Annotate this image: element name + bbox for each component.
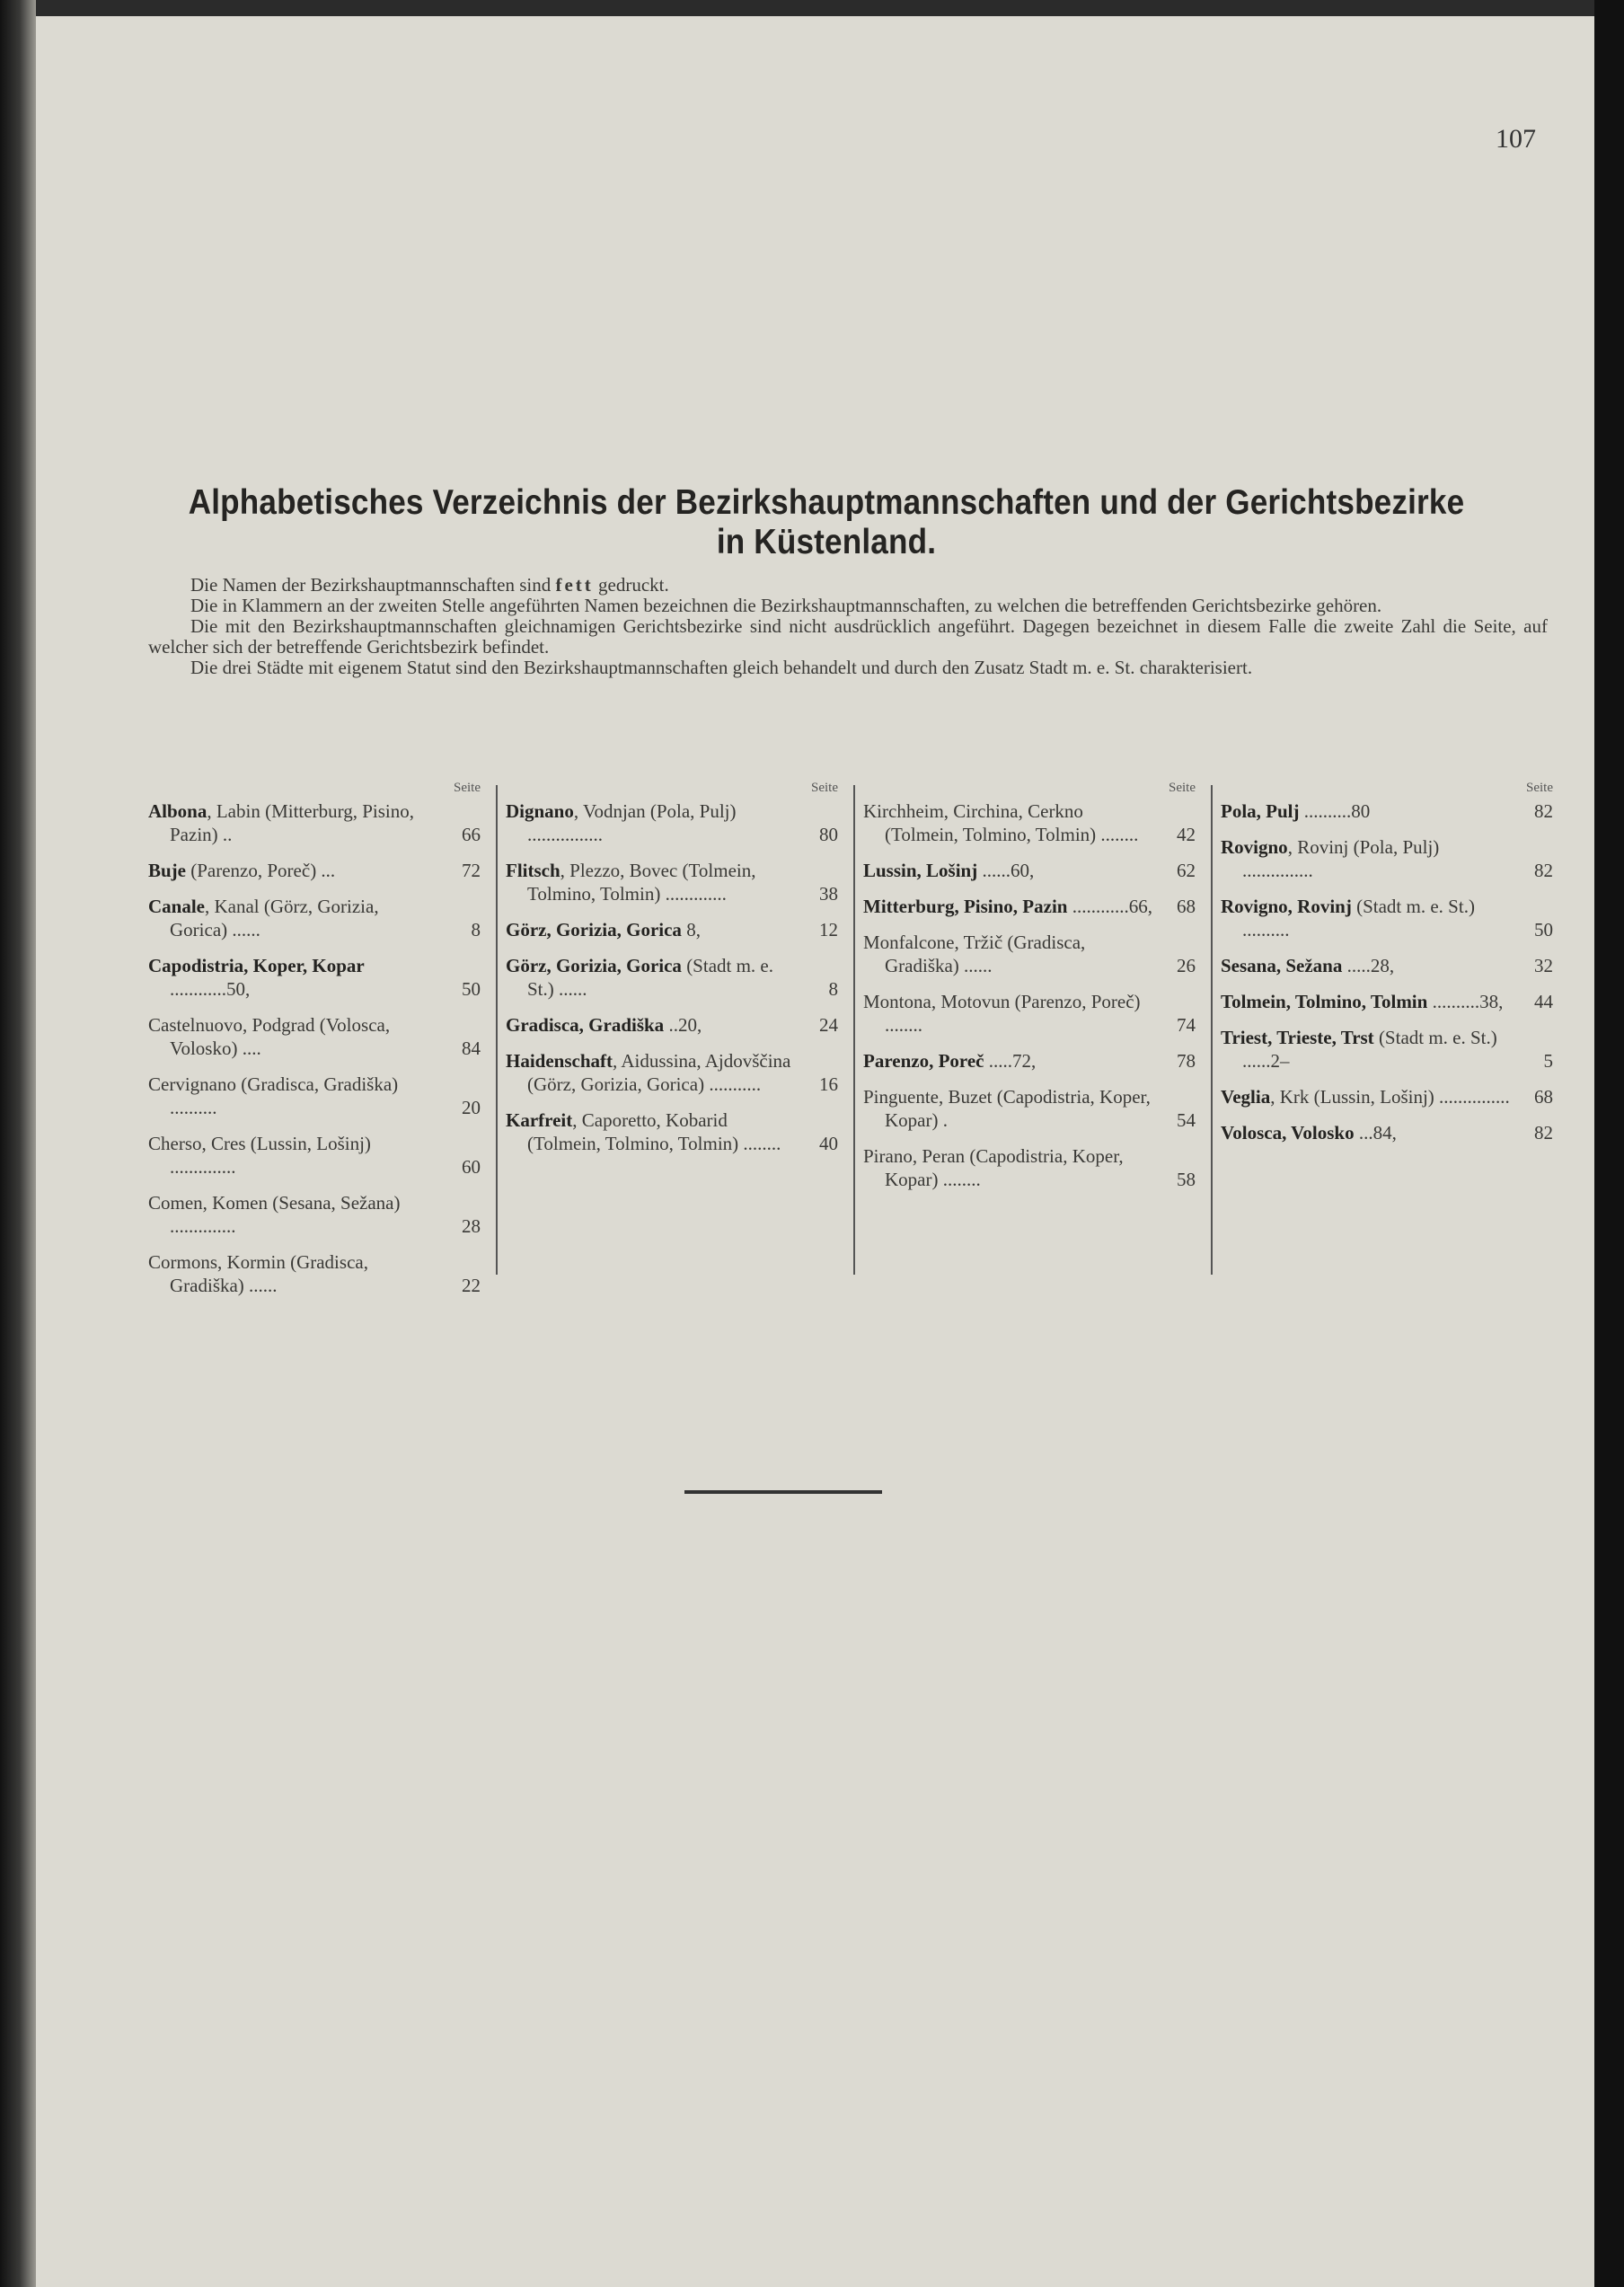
page-title: Alphabetisches Verzeichnis der Bezirkshauptmannschaften und der Gerichtsbezirke in Küstenland. [188,483,1465,561]
entry-page: 16 [819,1073,838,1095]
entry-text [148,954,437,1001]
entry-text [506,918,795,941]
entry-text [148,895,437,941]
entry-rest: .....72, [984,1050,1037,1072]
entry-page: 66 [462,824,481,845]
index-entry [148,1073,481,1119]
entry-text [506,799,795,846]
entry-rest: Cherso, Cres (Lussin, Lošinj) .............. [148,1133,371,1178]
entry-text [148,859,437,882]
entry-page: 32 [1534,955,1553,976]
entry-text [1221,835,1510,882]
entry-rest: ..20, [664,1014,702,1036]
entry-text [506,859,795,905]
index-entry [1221,1121,1553,1144]
index-entry [1221,835,1553,882]
index-columns [148,776,1553,1296]
entry-bold-name: Gradisca, Gradiška [506,1014,665,1036]
entry-rest: , Vodnjan (Pola, Pulj) ................ [527,800,737,845]
index-entry [506,1013,838,1037]
entry-bold-name: Tolmein, Tolmino, Tolmin [1221,991,1428,1012]
entry-bold-name: Sesana, Sežana [1221,955,1343,976]
index-entry [506,799,838,846]
index-entry [863,1085,1196,1132]
entry-page: 82 [1534,860,1553,881]
column-divider [853,785,855,1275]
index-entry [1221,1085,1553,1108]
entry-text [1221,990,1510,1013]
entry-page: 54 [1177,1109,1196,1131]
index-entry [148,1013,481,1060]
entry-text [148,1013,437,1060]
entry-page: 44 [1534,991,1553,1012]
entry-text [1221,799,1510,823]
entry-rest: Kirchheim, Circhina, Cerkno (Tolmein, Tolmino, Tolmin) ........ [863,800,1139,845]
entry-page: 68 [1534,1086,1553,1108]
column-divider [1211,785,1213,1275]
entry-text [148,1073,437,1119]
index-entry [1221,799,1553,823]
index-entry [506,1049,838,1096]
index-column-2 [506,776,838,1168]
column-divider [496,785,498,1275]
entry-bold-name: Görz, Gorizia, Gorica [506,955,682,976]
entry-bold-name: Dignano [506,800,574,822]
entry-page: 40 [819,1133,838,1154]
entry-rest: , Krk (Lussin, Lošinj) ............... [1270,1086,1510,1108]
index-entry [863,895,1196,918]
seite-header: Seite [454,781,481,795]
entry-text [863,931,1152,977]
entry-rest: Monfalcone, Tržič (Gradisca, Gradiška) ...... [863,932,1086,976]
entry-rest: (Stadt m. e. St.) .......... [1242,896,1475,940]
index-entry [148,1250,481,1297]
index-entry [1221,990,1553,1013]
entry-page: 78 [1177,1050,1196,1072]
entry-bold-name: Pola, Pulj [1221,800,1300,822]
entry-text [148,1132,437,1179]
entry-page: 82 [1534,800,1553,822]
entry-page: 5 [1543,1050,1553,1072]
entry-text [1221,1026,1510,1073]
entry-page: 42 [1177,824,1196,845]
entry-text [506,1049,795,1096]
entry-page: 38 [819,883,838,905]
entry-bold-name: Haidenschaft [506,1050,613,1072]
entry-rest: , Kanal (Görz, Gorizia, Gorica) ...... [170,896,379,940]
entry-page: 68 [1177,896,1196,917]
index-entry [863,1144,1196,1191]
intro-paragraph-4: Die drei Städte mit eigenem Statut sind den Bezirkshauptmannschaften gleich behandelt und durch den Zusatz Stadt m. e. St. charakterisiert. [190,657,1253,678]
page-number: 107 [1496,124,1536,154]
entry-bold-name: Canale [148,896,205,917]
index-entry [506,1108,838,1155]
entry-text [1221,954,1510,977]
entry-page: 60 [462,1156,481,1178]
entry-rest: ..........80 [1299,800,1371,822]
entry-rest: Pinguente, Buzet (Capodistria, Koper, Kopar) . [863,1086,1151,1131]
index-entry [1221,1026,1553,1073]
entry-bold-name: Rovigno [1221,836,1288,858]
entry-page: 84 [462,1038,481,1059]
index-entry [148,954,481,1001]
entry-bold-name: Volosca, Volosko [1221,1122,1355,1144]
index-column-1 [148,776,481,1310]
entry-page: 62 [1177,860,1196,881]
entry-page: 80 [819,824,838,845]
entry-bold-name: Capodistria, Koper, Kopar [148,955,365,976]
entry-bold-name: Buje [148,860,186,881]
entry-rest: , Labin (Mitterburg, Pisino, Pazin) .. [170,800,414,845]
entry-text [506,954,795,1001]
index-column-3 [863,776,1196,1204]
entry-rest: (Stadt m. e. St.) ...... [527,955,774,1000]
entry-text [863,1144,1152,1191]
entry-text [1221,1121,1510,1144]
entry-rest: , Caporetto, Kobarid (Tolmein, Tolmino, Tolmin) ........ [527,1109,781,1154]
index-entry [863,1049,1196,1073]
entry-text [1221,1085,1510,1108]
entry-bold-name: Parenzo, Poreč [863,1050,984,1072]
entry-bold-name: Rovigno, Rovinj [1221,896,1352,917]
entry-rest: , Plezzo, Bovec (Tolmein, Tolmino, Tolmin) ............. [527,860,756,905]
index-entry [506,954,838,1001]
entry-page: 74 [1177,1014,1196,1036]
entry-text [863,895,1152,918]
entry-page: 8 [828,978,838,1000]
entry-text [506,1013,795,1037]
entry-page: 22 [462,1275,481,1296]
seite-header: Seite [811,781,838,795]
entry-rest: Cervignano (Gradisca, Gradiška) .......... [148,1073,399,1118]
entry-page: 50 [1534,919,1553,940]
entry-text [863,1049,1152,1073]
intro-paragraph-3: Die mit den Bezirkshauptmannschaften gleichnamigen Gerichtsbezirke sind nicht ausdrücklich angeführt. Dagegen bezeichnet in diesem Falle die zweite Zahl die Seite, auf welcher sich der betreffende Gerichtsbezirk befindet. [148,615,1548,658]
entry-bold-name: Albona [148,800,207,822]
entry-page: 24 [819,1014,838,1036]
entry-rest: Montona, Motovun (Parenzo, Poreč) ........ [863,991,1141,1036]
intro-paragraph-1: Die Namen der Bezirkshauptmannschaften sind fett gedruckt. [190,574,669,596]
entry-rest: ...84, [1354,1122,1397,1144]
entry-rest: Castelnuovo, Podgrad (Volosca, Volosko) .... [148,1014,391,1059]
entry-rest: Pirano, Peran (Capodistria, Koper, Kopar) ........ [863,1145,1124,1190]
seite-header: Seite [1526,781,1553,795]
entry-bold-name: Triest, Trieste, Trst [1221,1027,1374,1048]
entry-page: 50 [462,978,481,1000]
index-entry [506,859,838,905]
book-gutter [0,0,36,2287]
entry-text [863,859,1152,882]
entry-text [506,1108,795,1155]
entry-page: 28 [462,1215,481,1237]
entry-rest: ..........38, [1427,991,1504,1012]
index-entry [1221,954,1553,977]
intro-text [148,575,1548,678]
seite-header: Seite [1169,781,1196,795]
intro-paragraph-2: Die in Klammern an der zweiten Stelle angeführten Namen bezeichnen die Bezirkshauptmannschaften, zu welchen die betreffenden Gerichtsbezirke gehören. [190,595,1382,616]
index-entry [148,799,481,846]
entry-rest: ............66, [1067,896,1152,917]
entry-text [863,990,1152,1037]
index-entry [863,799,1196,846]
entry-text [1221,895,1510,941]
entry-bold-name: Lussin, Lošinj [863,860,978,881]
entry-page: 82 [1534,1122,1553,1144]
index-entry [148,859,481,882]
index-entry [863,931,1196,977]
entry-rest: Comen, Komen (Sesana, Sežana) .............. [148,1192,401,1237]
entry-rest: (Stadt m. e. St.) ......2– [1242,1027,1497,1072]
index-entry [148,895,481,941]
entry-page: 72 [462,860,481,881]
scan-edge [1594,0,1624,2287]
entry-page: 58 [1177,1169,1196,1190]
entry-page: 20 [462,1097,481,1118]
index-entry [148,1191,481,1238]
entry-rest: , Aidussina, Ajdovščina (Görz, Gorizia, Gorica) ........... [527,1050,791,1095]
entry-bold-name: Karfreit [506,1109,573,1131]
index-entry [863,859,1196,882]
entry-text [148,799,437,846]
entry-rest: , Rovinj (Pola, Pulj) ............... [1242,836,1440,881]
entry-page: 12 [819,919,838,940]
entry-page: 26 [1177,955,1196,976]
entry-page: 8 [471,919,481,940]
entry-rest: (Parenzo, Poreč) ... [186,860,336,881]
index-column-4 [1221,776,1553,1157]
entry-bold-name: Mitterburg, Pisino, Pazin [863,896,1068,917]
index-entry [148,1132,481,1179]
index-entry [863,990,1196,1037]
entry-bold-name: Görz, Gorizia, Gorica [506,919,682,940]
fett-word: fett [555,574,594,596]
index-entry [506,918,838,941]
entry-rest: 8, [681,919,701,940]
entry-text [148,1191,437,1238]
entry-rest: .....28, [1342,955,1395,976]
entry-rest: ......60, [977,860,1035,881]
bottom-rule [684,1490,882,1494]
entry-bold-name: Flitsch [506,860,560,881]
index-entry [1221,895,1553,941]
entry-text [148,1250,437,1297]
entry-rest: ............50, [170,978,251,1000]
entry-rest: Cormons, Kormin (Gradisca, Gradiška) ...... [148,1251,368,1296]
entry-text [863,799,1152,846]
entry-text [863,1085,1152,1132]
entry-bold-name: Veglia [1221,1086,1271,1108]
document-page [36,16,1594,2287]
